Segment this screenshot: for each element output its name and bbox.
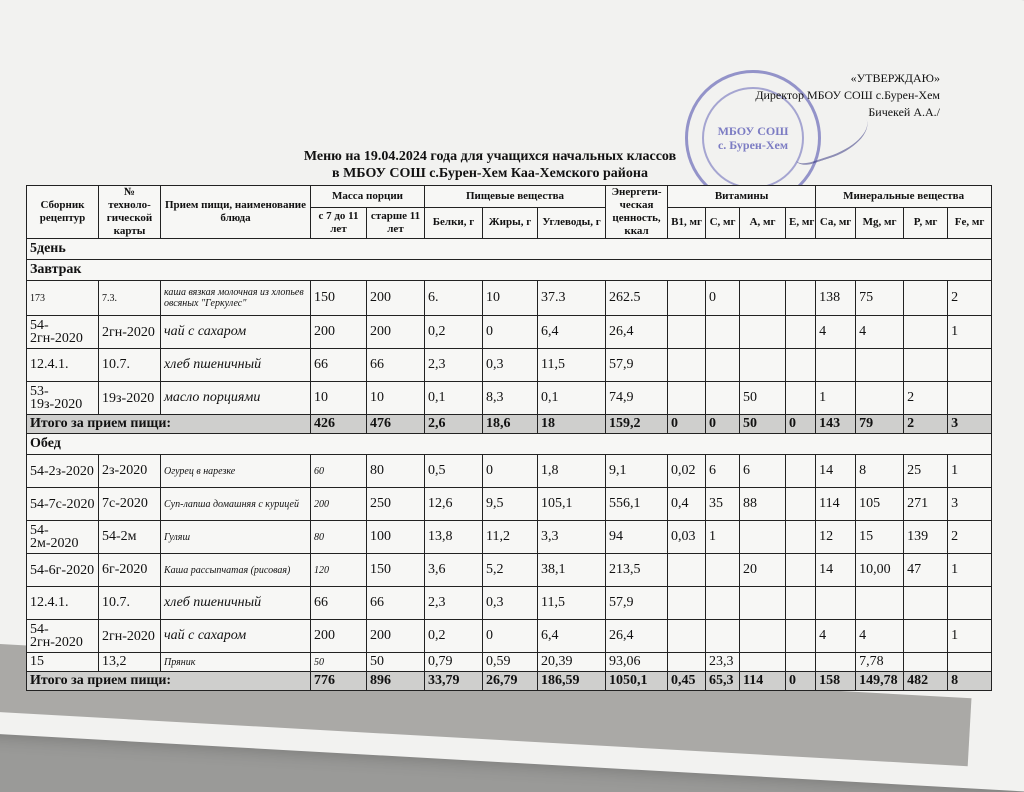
cell-w2: 80: [367, 455, 425, 488]
cell-tech: 7.3.: [99, 281, 161, 316]
total-row-lunch: [27, 672, 992, 691]
cell-b1: [668, 382, 706, 415]
total-w2: 896: [367, 672, 425, 691]
cell-b1: [668, 281, 706, 316]
cell-dish: чай с сахаром: [161, 620, 311, 653]
cell-tech: 6г-2020: [99, 554, 161, 587]
total-w1: 776: [311, 672, 367, 691]
header-ca: Ca, мг: [816, 207, 856, 238]
table-row: [27, 620, 992, 653]
cell-tech: 19з-2020: [99, 382, 161, 415]
cell-w2: 66: [367, 349, 425, 382]
cell-e: [786, 620, 816, 653]
header-p: P, мг: [904, 207, 948, 238]
cell-c: 23,3: [706, 653, 740, 672]
header-fe: Fe, мг: [948, 207, 992, 238]
cell-fe: [948, 382, 992, 415]
table-row: [27, 316, 992, 349]
table-row: [27, 488, 992, 521]
table-row: [27, 281, 992, 316]
cell-prot: 2,3: [425, 349, 483, 382]
cell-fat: 0: [483, 455, 538, 488]
cell-p: [904, 349, 948, 382]
cell-c: [706, 587, 740, 620]
cell-e: [786, 587, 816, 620]
cell-carb: 37.3: [538, 281, 606, 316]
cell-prot: 0,1: [425, 382, 483, 415]
cell-mg: 8: [856, 455, 904, 488]
title-line: в МБОУ СОШ с.Бурен-Хем Каа-Хемского района: [332, 166, 648, 181]
cell-c: [706, 349, 740, 382]
header-portion-old: старше 11 лет: [367, 207, 425, 238]
total-w2: 476: [367, 415, 425, 434]
cell-fe: [948, 349, 992, 382]
cell-ca: 1: [816, 382, 856, 415]
total-e: 0: [786, 415, 816, 434]
cell-prot: 6.: [425, 281, 483, 316]
cell-w1: 150: [311, 281, 367, 316]
cell-prot: 2,3: [425, 587, 483, 620]
cell-carb: 38,1: [538, 554, 606, 587]
cell-dish: чай с сахаром: [161, 316, 311, 349]
cell-ca: 12: [816, 521, 856, 554]
cell-rec: 54-6г-2020: [27, 554, 99, 587]
cell-prot: 0,5: [425, 455, 483, 488]
cell-dish: Суп-лапша домашняя с курицей: [161, 488, 311, 521]
cell-dish: Каша рассыпчатая (рисовая): [161, 554, 311, 587]
section-lunch: Обед: [27, 434, 992, 455]
cell-carb: 20,39: [538, 653, 606, 672]
cell-w1: 120: [311, 554, 367, 587]
cell-dish: хлеб пшеничный: [161, 349, 311, 382]
cell-prot: 0,79: [425, 653, 483, 672]
cell-w2: 200: [367, 620, 425, 653]
cell-p: [904, 316, 948, 349]
cell-fe: 1: [948, 554, 992, 587]
cell-fat: 0: [483, 620, 538, 653]
total-e: 0: [786, 672, 816, 691]
total-c: 65,3: [706, 672, 740, 691]
cell-c: 35: [706, 488, 740, 521]
total-prot: 2,6: [425, 415, 483, 434]
cell-c: 1: [706, 521, 740, 554]
total-fe: 8: [948, 672, 992, 691]
total-prot: 33,79: [425, 672, 483, 691]
cell-p: [904, 653, 948, 672]
cell-ca: 14: [816, 455, 856, 488]
cell-c: [706, 382, 740, 415]
cell-e: [786, 521, 816, 554]
cell-tech: 10.7.: [99, 349, 161, 382]
cell-tech: 7с-2020: [99, 488, 161, 521]
header-vitamins: Витамины: [668, 186, 816, 208]
cell-ca: 14: [816, 554, 856, 587]
cell-carb: 1,8: [538, 455, 606, 488]
cell-ca: [816, 349, 856, 382]
cell-e: [786, 488, 816, 521]
cell-b1: [668, 316, 706, 349]
cell-prot: 0,2: [425, 620, 483, 653]
cell-a: [740, 620, 786, 653]
cell-ca: [816, 587, 856, 620]
total-label: Итого за прием пищи:: [27, 415, 311, 434]
cell-fat: 5,2: [483, 554, 538, 587]
cell-carb: 0,1: [538, 382, 606, 415]
cell-w2: 150: [367, 554, 425, 587]
header-minerals: Минеральные вещества: [816, 186, 992, 208]
cell-dish: Гуляш: [161, 521, 311, 554]
cell-c: 0: [706, 281, 740, 316]
cell-b1: 0,4: [668, 488, 706, 521]
cell-fat: 8,3: [483, 382, 538, 415]
table-row: [27, 554, 992, 587]
cell-carb: 11,5: [538, 349, 606, 382]
cell-carb: 6,4: [538, 620, 606, 653]
cell-w1: 200: [311, 488, 367, 521]
cell-w1: 200: [311, 620, 367, 653]
cell-dish: масло порциями: [161, 382, 311, 415]
header-proteins: Белки, г: [425, 207, 483, 238]
cell-p: [904, 620, 948, 653]
cell-w1: 50: [311, 653, 367, 672]
cell-w2: 200: [367, 281, 425, 316]
cell-e: [786, 316, 816, 349]
day-label: 5день: [27, 239, 992, 260]
cell-p: 47: [904, 554, 948, 587]
cell-tech: 13,2: [99, 653, 161, 672]
cell-b1: [668, 349, 706, 382]
cell-w1: 80: [311, 521, 367, 554]
header-portion: Масса порции: [311, 186, 425, 208]
cell-w1: 200: [311, 316, 367, 349]
cell-prot: 3,6: [425, 554, 483, 587]
total-a: 50: [740, 415, 786, 434]
stamp-line: МБОУ СОШ: [717, 124, 789, 138]
cell-mg: [856, 382, 904, 415]
total-a: 114: [740, 672, 786, 691]
cell-fe: [948, 653, 992, 672]
cell-p: 2: [904, 382, 948, 415]
total-b1: 0: [668, 415, 706, 434]
cell-kcal: 93,06: [606, 653, 668, 672]
cell-fe: 1: [948, 455, 992, 488]
cell-mg: 4: [856, 316, 904, 349]
cell-kcal: 9,1: [606, 455, 668, 488]
total-ca: 143: [816, 415, 856, 434]
cell-fe: 2: [948, 281, 992, 316]
total-b1: 0,45: [668, 672, 706, 691]
cell-a: 50: [740, 382, 786, 415]
cell-e: [786, 653, 816, 672]
cell-w2: 200: [367, 316, 425, 349]
cell-w1: 66: [311, 349, 367, 382]
header-collection: Сборник рецептур: [27, 186, 99, 239]
cell-rec: 15: [27, 653, 99, 672]
total-mg: 79: [856, 415, 904, 434]
total-mg: 149,78: [856, 672, 904, 691]
cell-mg: 7,78: [856, 653, 904, 672]
cell-ca: [816, 653, 856, 672]
cell-a: [740, 587, 786, 620]
cell-fe: 3: [948, 488, 992, 521]
cell-fat: 0,3: [483, 587, 538, 620]
cell-tech: 2гн-2020: [99, 316, 161, 349]
cell-rec: 53-19з-2020: [27, 382, 99, 415]
table-row: [27, 521, 992, 554]
approval-block: [700, 70, 940, 121]
header-c: C, мг: [706, 207, 740, 238]
section-breakfast: Завтрак: [27, 260, 992, 281]
total-fat: 26,79: [483, 672, 538, 691]
total-carb: 18: [538, 415, 606, 434]
cell-a: 88: [740, 488, 786, 521]
header-nutrients: Пищевые вещества: [425, 186, 606, 208]
cell-carb: 6,4: [538, 316, 606, 349]
cell-dish: хлеб пшеничный: [161, 587, 311, 620]
cell-c: [706, 620, 740, 653]
cell-prot: 0,2: [425, 316, 483, 349]
header-mg: Mg, мг: [856, 207, 904, 238]
total-w1: 426: [311, 415, 367, 434]
total-kcal: 1050,1: [606, 672, 668, 691]
cell-w2: 66: [367, 587, 425, 620]
header-portion-young: с 7 до 11 лет: [311, 207, 367, 238]
cell-w1: 10: [311, 382, 367, 415]
cell-kcal: 26,4: [606, 316, 668, 349]
cell-w2: 100: [367, 521, 425, 554]
cell-dish: Огурец в нарезке: [161, 455, 311, 488]
cell-a: [740, 316, 786, 349]
cell-carb: 105,1: [538, 488, 606, 521]
cell-fat: 0,59: [483, 653, 538, 672]
cell-fe: 1: [948, 620, 992, 653]
cell-mg: [856, 349, 904, 382]
cell-kcal: 57,9: [606, 349, 668, 382]
cell-c: [706, 316, 740, 349]
approval-position: Директор МБОУ СОШ с.Бурен-Хем: [755, 88, 940, 102]
cell-a: [740, 521, 786, 554]
total-kcal: 159,2: [606, 415, 668, 434]
cell-tech: 10.7.: [99, 587, 161, 620]
table-row: [27, 349, 992, 382]
total-fe: 3: [948, 415, 992, 434]
header-tech-card: № техноло-гической карты: [99, 186, 161, 239]
cell-tech: 54-2м: [99, 521, 161, 554]
header-fats: Жиры, г: [483, 207, 538, 238]
cell-mg: 10,00: [856, 554, 904, 587]
total-fat: 18,6: [483, 415, 538, 434]
cell-prot: 13,8: [425, 521, 483, 554]
cell-carb: 11,5: [538, 587, 606, 620]
cell-e: [786, 455, 816, 488]
cell-w1: 66: [311, 587, 367, 620]
cell-a: 20: [740, 554, 786, 587]
cell-p: 271: [904, 488, 948, 521]
cell-fe: 2: [948, 521, 992, 554]
cell-a: [740, 349, 786, 382]
cell-fat: 9,5: [483, 488, 538, 521]
cell-tech: 2з-2020: [99, 455, 161, 488]
cell-e: [786, 349, 816, 382]
cell-fat: 0: [483, 316, 538, 349]
cell-c: [706, 554, 740, 587]
cell-a: [740, 653, 786, 672]
cell-fe: [948, 587, 992, 620]
total-row-breakfast: [27, 415, 992, 434]
header-energy: Энергети-ческая ценность, ккал: [606, 186, 668, 239]
approval-label: «УТВЕРЖДАЮ»: [850, 71, 940, 85]
cell-kcal: 213,5: [606, 554, 668, 587]
cell-e: [786, 281, 816, 316]
total-p: 482: [904, 672, 948, 691]
cell-w2: 50: [367, 653, 425, 672]
cell-kcal: 94: [606, 521, 668, 554]
header-a: A, мг: [740, 207, 786, 238]
cell-dish: Пряник: [161, 653, 311, 672]
table-row: [27, 382, 992, 415]
cell-b1: [668, 554, 706, 587]
header-meal: Прием пищи, наименование блюда: [161, 186, 311, 239]
cell-kcal: 26,4: [606, 620, 668, 653]
cell-rec: 54-7с-2020: [27, 488, 99, 521]
cell-p: [904, 281, 948, 316]
total-p: 2: [904, 415, 948, 434]
table-row: [27, 587, 992, 620]
cell-fe: 1: [948, 316, 992, 349]
cell-b1: 0,02: [668, 455, 706, 488]
cell-fat: 0,3: [483, 349, 538, 382]
table-row: [27, 653, 992, 672]
cell-w2: 250: [367, 488, 425, 521]
cell-kcal: 262.5: [606, 281, 668, 316]
cell-b1: 0,03: [668, 521, 706, 554]
title-line: Меню на 19.04.2024 года для учащихся начальных классов: [303, 149, 677, 164]
cell-prot: 12,6: [425, 488, 483, 521]
cell-fat: 11,2: [483, 521, 538, 554]
cell-b1: [668, 653, 706, 672]
cell-carb: 3,3: [538, 521, 606, 554]
header-carbs: Углеводы, г: [538, 207, 606, 238]
total-label: Итого за прием пищи:: [27, 672, 311, 691]
cell-kcal: 57,9: [606, 587, 668, 620]
cell-fat: 10: [483, 281, 538, 316]
menu-table: [26, 185, 992, 691]
cell-kcal: 74,9: [606, 382, 668, 415]
cell-ca: 4: [816, 620, 856, 653]
cell-rec: 12.4.1.: [27, 587, 99, 620]
cell-mg: [856, 587, 904, 620]
total-carb: 186,59: [538, 672, 606, 691]
total-ca: 158: [816, 672, 856, 691]
cell-p: [904, 587, 948, 620]
cell-ca: 4: [816, 316, 856, 349]
cell-ca: 138: [816, 281, 856, 316]
cell-mg: 75: [856, 281, 904, 316]
total-c: 0: [706, 415, 740, 434]
cell-w1: 60: [311, 455, 367, 488]
cell-a: 6: [740, 455, 786, 488]
cell-rec: 173: [27, 281, 99, 316]
cell-p: 139: [904, 521, 948, 554]
cell-rec: 54-2гн-2020: [27, 620, 99, 653]
approval-signer: Бичекей А.А./: [868, 105, 940, 119]
cell-rec: 54-2з-2020: [27, 455, 99, 488]
cell-b1: [668, 587, 706, 620]
cell-mg: 15: [856, 521, 904, 554]
cell-dish: каша вязкая молочная из хлопьев овсяных "Геркулес": [161, 281, 311, 316]
cell-w2: 10: [367, 382, 425, 415]
cell-e: [786, 554, 816, 587]
cell-rec: 54-2м-2020: [27, 521, 99, 554]
cell-tech: 2гн-2020: [99, 620, 161, 653]
cell-kcal: 556,1: [606, 488, 668, 521]
cell-b1: [668, 620, 706, 653]
header-e: E, мг: [786, 207, 816, 238]
table-row: [27, 455, 992, 488]
stamp-line: с. Бурен-Хем: [717, 138, 789, 152]
cell-ca: 114: [816, 488, 856, 521]
page-title: [260, 148, 720, 182]
header-b1: B1, мг: [668, 207, 706, 238]
cell-rec: 12.4.1.: [27, 349, 99, 382]
cell-c: 6: [706, 455, 740, 488]
cell-rec: 54-2гн-2020: [27, 316, 99, 349]
cell-p: 25: [904, 455, 948, 488]
cell-a: [740, 281, 786, 316]
cell-e: [786, 382, 816, 415]
cell-mg: 105: [856, 488, 904, 521]
cell-mg: 4: [856, 620, 904, 653]
